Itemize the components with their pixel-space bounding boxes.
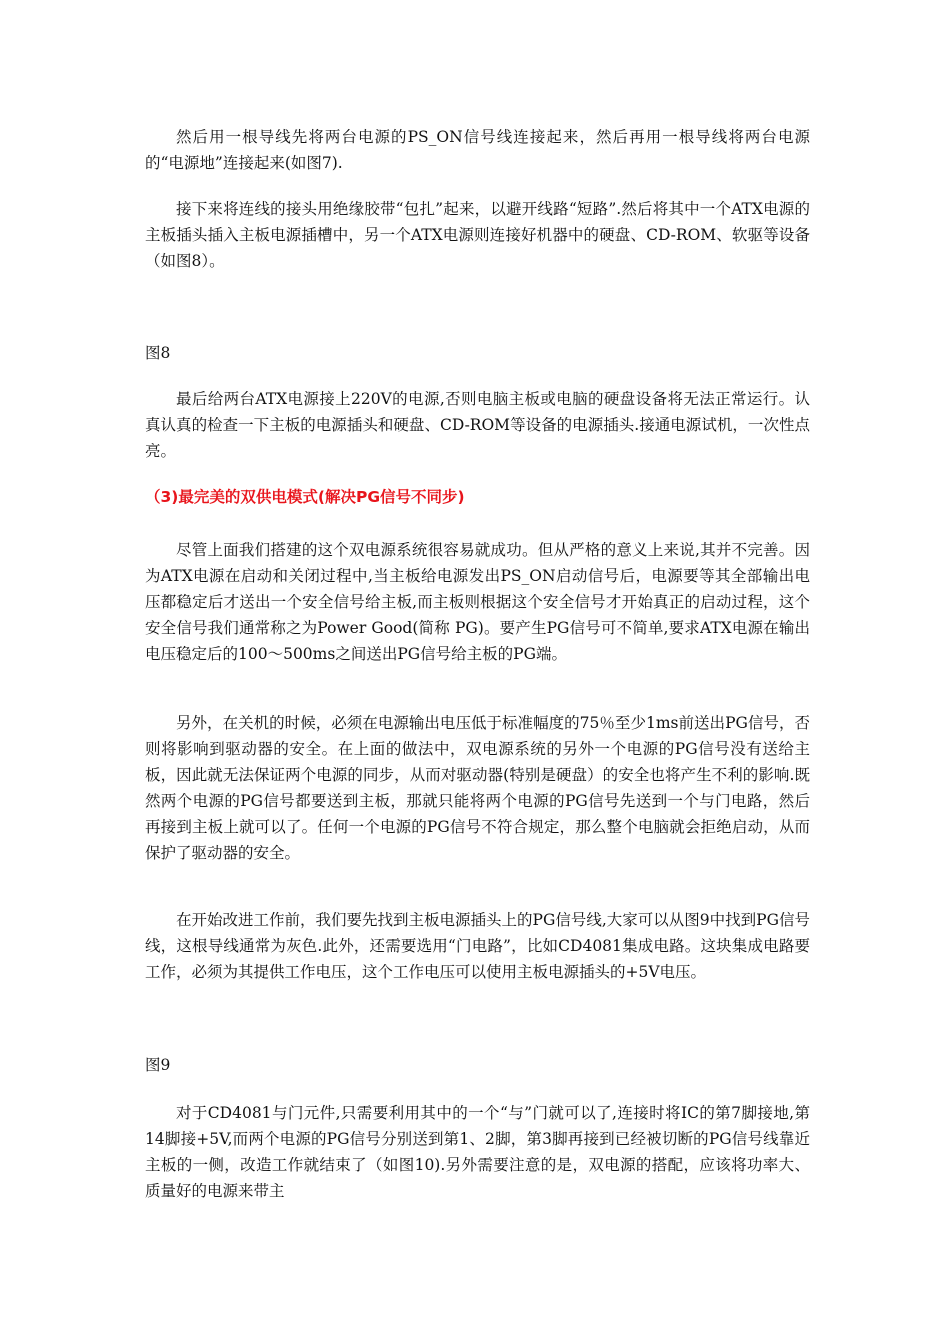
section-heading-dual-power: （3)最完美的双供电模式(解决PG信号不同步) (145, 488, 465, 506)
paragraph-cd4081-wiring: 对于CD4081与门元件,只需要利用其中的一个“与”门就可以了,连接时将IC的第7脚接地,第14脚接+5V,而两个电源的PG信号分别送到第1、2脚，第3脚再接到已经被切断的PG信号线靠近主板的一侧，改造工作就结束了（如图10).另外需要注意的是，双电源的搭配，应该将功率大、质量好的电源来带主 (145, 1104, 810, 1200)
paragraph-insulation-tape: 接下来将连线的接头用绝缘胶带“包扎”起来，以避开线路“短路”.然后将其中一个ATX电源的主板插头插入主板电源插槽中，另一个ATX电源则连接好机器中的硬盘、CD-ROM、软驱等设备（如图8）。 (145, 200, 810, 270)
paragraph-ps-on-wiring: 然后用一根导线先将两台电源的PS_ON信号线连接起来，然后再用一根导线将两台电源的“电源地”连接起来(如图7). (145, 128, 810, 172)
figure-9-caption: 图9 (145, 1056, 171, 1074)
paragraph-power-good-signal: 尽管上面我们搭建的这个双电源系统很容易就成功。但从严格的意义上来说,其并不完善。因为ATX电源在启动和关闭过程中,当主板给电源发出PS_ON启动信号后，电源要等其全部输出电压都稳定后才送出一个安全信号给主板,而主板则根据这个安全信号才开始真正的启动过程，这个安全信号我们通常称之为Power Good(简称 PG)。要产生PG信号可不简单,要求ATX电源在输出电压稳定后的100～500ms之间送出PG信号给主板的PG端。 (145, 541, 810, 663)
paragraph-find-pg-wire: 在开始改进工作前，我们要先找到主板电源插头上的PG信号线,大家可以从图9中找到PG信号线，这根导线通常为灰色.此外，还需要选用“门电路”，比如CD4081集成电路。这块集成电路要工作，必须为其提供工作电压，这个工作电压可以使用主板电源插头的+5V电压。 (145, 911, 810, 981)
figure-8-caption: 图8 (145, 344, 171, 362)
paragraph-shutdown-pg-signal: 另外，在关机的时候，必须在电源输出电压低于标准幅度的75％至少1ms前送出PG信号，否则将影响到驱动器的安全。在上面的做法中，双电源系统的另外一个电源的PG信号没有送给主板，因此就无法保证两个电源的同步，从而对驱动器(特别是硬盘）的安全也将产生不利的影响.既然两个电源的PG信号都要送到主板，那就只能将两个电源的PG信号先送到一个与门电路，然后再接到主板上就可以了。任何一个电源的PG信号不符合规定，那么整个电脑就会拒绝启动，从而保护了驱动器的安全。 (145, 714, 810, 862)
paragraph-power-on-test: 最后给两台ATX电源接上220V的电源,否则电脑主板或电脑的硬盘设备将无法正常运行。认真认真的检查一下主板的电源插头和硬盘、CD-ROM等设备的电源插头.接通电源试机，一次性点亮。 (145, 390, 810, 460)
